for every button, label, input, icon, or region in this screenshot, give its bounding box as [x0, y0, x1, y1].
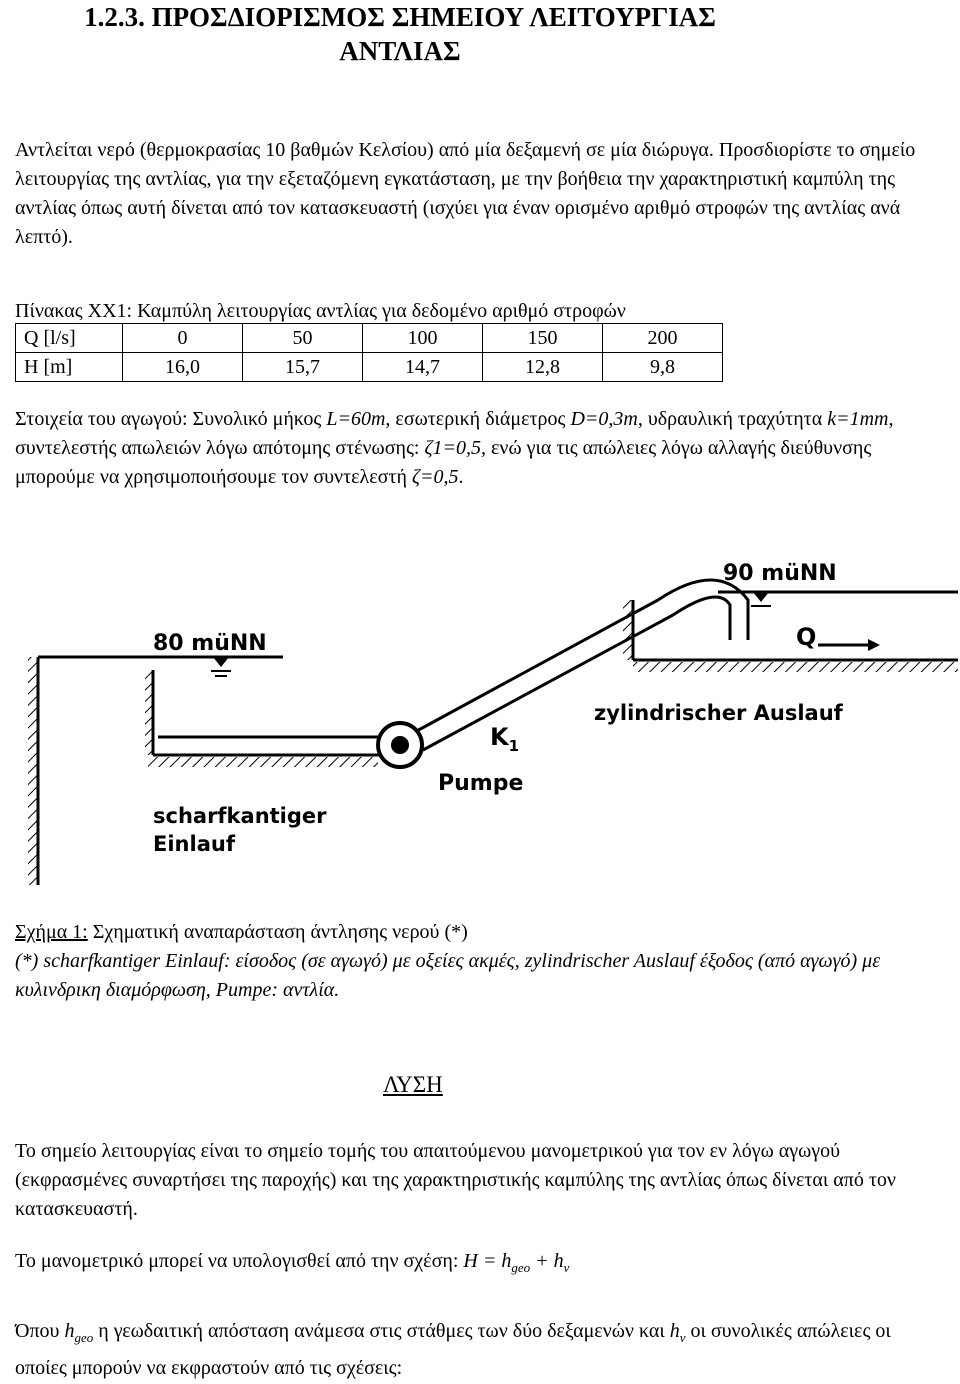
bottom-hatching: [148, 757, 378, 767]
formula-part: H = h: [463, 1250, 512, 1272]
text-span: .: [458, 466, 464, 488]
table-cell: 50: [243, 324, 363, 353]
solution-heading: ΛΥΣΗ: [383, 1072, 443, 1097]
table-caption: Πίνακας ΧΧ1: Καμπύλη λειτουργίας αντλίας για δεδομένο αριθμό στροφών: [15, 300, 626, 322]
lower-level-label: 80 müNN: [153, 631, 267, 656]
formula-sub: v: [679, 1330, 686, 1345]
table-row-label: Q [l/s]: [16, 324, 123, 353]
text-span: Στοιχεία του αγωγού: Συνολικό μήκος: [15, 408, 327, 430]
text-span: Το μανομετρικό μπορεί να υπολογισθεί από την σχέση:: [15, 1250, 464, 1272]
table-row: [16, 353, 723, 382]
text-span: , ενώ για τις απώλειες λόγω αλλαγής διεύθυνσης μπορούμε να χρησιμοποιήσουμε τον συντελεστή: [15, 437, 872, 488]
channel-wall-hatching: [623, 600, 633, 660]
pipe-incline-lower: [423, 615, 673, 750]
table-cell: 0: [123, 324, 243, 353]
solution-paragraph-1: [15, 1137, 945, 1224]
table-cell: 200: [603, 324, 723, 353]
flow-label: Q: [796, 623, 817, 651]
table-cell: 15,7: [243, 353, 363, 382]
upper-level-marker-icon: [753, 592, 769, 602]
pump-curve-table: [15, 323, 723, 382]
zeta1-value: ζ1=0,5: [424, 437, 482, 459]
table-cell: 9,8: [603, 353, 723, 382]
title-line-2: ΑΝΤΛΙΑΣ: [339, 36, 461, 66]
figure-number: Σχήμα 1:: [15, 921, 88, 943]
solution-paragraph-2: [15, 1247, 945, 1282]
k1-label: $K_1$: [490, 723, 520, 755]
table-cell: 12,8: [483, 353, 603, 382]
pipe-bend-outer: [658, 580, 748, 640]
pump-impeller: [391, 736, 409, 754]
table-cell: 100: [363, 324, 483, 353]
table-cell: 14,7: [363, 353, 483, 382]
pump-label: Pumpe: [438, 771, 524, 796]
formula-part: h: [64, 1320, 75, 1342]
water-level-marker-icon: [213, 657, 229, 667]
channel-bottom-hatching: [633, 662, 958, 672]
text-span: , εσωτερική διάμετρος: [385, 408, 571, 430]
inlet-label-2: Einlauf: [153, 832, 235, 856]
zeta-value: ζ=0,5: [411, 466, 459, 488]
table-row-label: H [m]: [16, 353, 123, 382]
formula: [463, 1250, 570, 1275]
intro-text: Αντλείται νερό (θερμοκρασίας 10 βαθμών Κελσίου) από μία δεξαμενή σε μία διώρυγα. Προσδιορίστε το σημείο λειτουργίας της αντλίας, για την εξεταζόμενη εγκατάσταση, με την βοήθεια την χαρακτηριστική καμπύλη της αντλίας όπως αυτή δίνεται από τον κατασκευαστή (ισχύει για έναν ορισμένο αριθμό στροφών της αντλίας ανά λεπτό).: [15, 139, 916, 248]
table-cell: 16,0: [123, 353, 243, 382]
pipe-data-paragraph: [15, 405, 945, 492]
figure-caption: [15, 918, 945, 1005]
formula-part: + h: [530, 1250, 564, 1272]
schematic-svg: [18, 545, 958, 890]
flow-arrowhead-icon: [868, 639, 880, 651]
length-value: L=60m: [326, 408, 386, 430]
solution-text-3: [15, 1316, 945, 1384]
figure-caption-text: Σχηματική αναπαράσταση άντλησης νερού (*): [87, 921, 468, 943]
left-wall-hatching: [28, 657, 38, 885]
text-span: οι συνολικές απώλειες οι οποίες μπορούν να εκφραστούν από τις σχέσεις:: [15, 1320, 891, 1379]
intro-paragraph: [15, 136, 945, 252]
text-span: η γεωδαιτική απόσταση ανάμεσα στις στάθμες των δύο δεξαμενών και: [93, 1320, 670, 1342]
inlet-label-1: scharfkantiger: [153, 804, 327, 828]
page-title: [0, 0, 800, 68]
diameter-value: D=0,3m: [570, 408, 638, 430]
pump-schematic-figure: [18, 545, 958, 890]
lower-reservoir: [28, 631, 378, 885]
text-span: , υδραυλική τραχύτητα: [637, 408, 828, 430]
roughness-value: k=1mm: [827, 408, 889, 430]
formula-sub: geo: [74, 1330, 94, 1345]
formula-sub: geo: [511, 1260, 531, 1275]
outlet-label: zylindrischer Auslauf: [594, 701, 843, 725]
pump-icon: [378, 723, 422, 767]
upper-level-label: 90 müNN: [723, 561, 837, 586]
text-span: , συντελεστής απωλειών λόγω απότομης στένωσης:: [15, 408, 894, 459]
formula-sub: v: [563, 1260, 570, 1275]
figure-note: (*) scharfkantiger Einlauf: είσοδος (σε αγωγό) με οξείες ακμές, zylindrischer Auslauf έξοδος (από αγωγό) με κυλινδρικη διαμόρφωση, Pumpe: αντλία.: [15, 950, 881, 1001]
solution-paragraph-3: [15, 1316, 945, 1384]
solution-text-1: Το σημείο λειτουργίας είναι το σημείο τομής του απαιτούμενου μανομετρικού για τον εν λόγω αγωγού (εκφρασμένες συναρτήσει της παροχής) και της χαρακτηριστικής καμπύλης της αντλίας όπως δίνεται από τον κατασκευαστή.: [15, 1140, 896, 1220]
table-cell: 150: [483, 324, 603, 353]
pipe-data-text: [15, 405, 945, 492]
pipe-bend-inner: [673, 597, 730, 640]
title-line-1: 1.2.3. ΠΡΟΣΔΙΟΡΙΣΜΟΣ ΣΗΜΕΙΟΥ ΛΕΙΤΟΥΡΓΙΑΣ: [84, 2, 716, 32]
figure-caption-title: [15, 918, 945, 947]
upper-channel: [594, 561, 958, 725]
solution-text-2: [15, 1247, 945, 1282]
table-row: [16, 324, 723, 353]
text-span: Όπου: [15, 1320, 65, 1342]
wall-hatching: [145, 670, 153, 755]
formula-part: h: [669, 1320, 680, 1342]
